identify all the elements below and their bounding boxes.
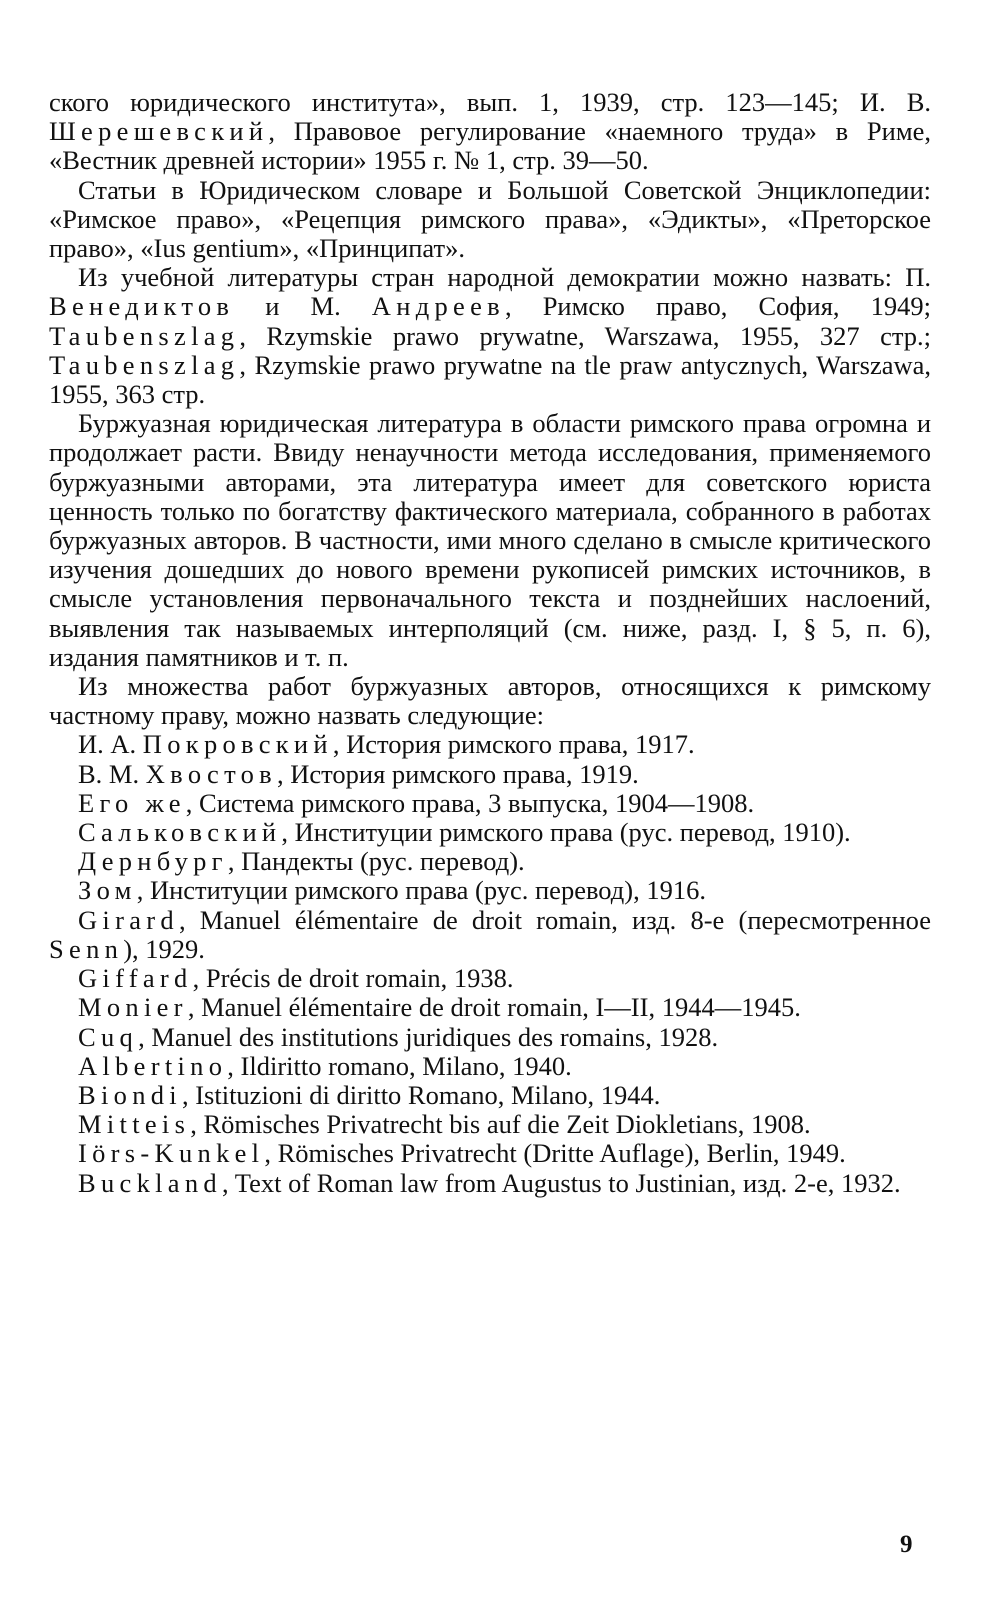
bibliography-entry [49,1110,931,1139]
author-name: Giffard [78,963,193,994]
text-run: , Римско право, София, 1949; [505,291,931,322]
text-run: Статьи в Юридическом словаре и Большой Советской Энциклопедии: «Римское право», «Рецепция римского права», «Эдикты», «Преторское право», «Ius gentium», «Принципат». [49,174,931,264]
author-name: Зом [78,875,137,906]
text-run: и М. [234,291,372,322]
author-name: Senn [49,933,124,964]
text-run: , Text of Roman law from Augustus to Justinian, изд. 2-е, 1932. [221,1167,901,1198]
author-name: Cuq [78,1021,139,1052]
text-run: Из учебной литературы стран народной демократии можно назвать: П. [78,262,931,293]
bibliography-entry [49,1169,931,1198]
author-name: Mitteis [78,1109,191,1140]
author-name: Шерешевский [49,116,269,147]
text-run: , Институции римского права (рус. перевод, 1910). [281,817,851,848]
paragraph [49,409,931,672]
author-name: Сальковский [78,817,282,848]
bibliography-entry [49,1023,931,1052]
author-name: Iörs-Kunkel [78,1138,265,1169]
text-run: , Пандекты (рус. перевод). [227,846,525,877]
author-name: Покровский [142,729,333,760]
text-run: , Ildiritto romano, Milano, 1940. [227,1050,572,1081]
body-text [49,88,931,730]
author-name: Андреев [371,291,505,322]
bibliography-entry [49,760,931,789]
author-name: Хвостов [145,758,277,789]
bibliography-entry [49,730,931,759]
text-run: В. М. [78,758,146,789]
text-run: , Правовое регулирование «наемного труда» в Риме, «Вестник древней истории» 1955 г. № 1, стр. 39—50. [49,116,931,176]
text-run: , История римского права, 1917. [332,729,695,760]
paragraph [49,672,931,730]
page-body [49,88,931,1198]
text-run: ского юридического института», вып. 1, 1939, стр. 123—145; И. В. [49,87,931,117]
text-run: , История римского права, 1919. [277,758,639,789]
bibliography-list [49,730,931,1197]
text-run: , Система римского права, 3 выпуска, 1904—1908. [185,787,755,818]
author-name: Albertino [78,1050,228,1081]
author-name: Taubenszlag [49,320,240,351]
bibliography-entry [49,789,931,818]
bibliography-entry [49,993,931,1022]
text-run: , Römisches Privatrecht (Dritte Auflage), Berlin, 1949. [264,1138,846,1169]
paragraph [49,176,931,264]
page-number: 9 [900,1531,913,1558]
bibliography-entry [49,876,931,905]
author-name: Buckland [78,1167,222,1198]
paragraph [49,263,931,409]
text-run: ), 1929. [123,933,205,964]
text-run: , Manuel élémentaire de droit romain, I—II, 1944—1945. [187,992,801,1023]
text-run: , Istituzioni di diritto Romano, Milano, 1944. [181,1079,661,1110]
text-run: , Институции римского права (рус. перевод), 1916. [136,875,706,906]
text-run: Буржуазная юридическая литература в области римского права огромна и продолжает расти. Ввиду ненаучности метода исследования, применяемого буржуазными авторами, эта литература имеет для советского юриста ценность только по богатству фактического материала, собранного в работах буржуазных авторов. В частности, ими много сделано в смысле критического изучения дошедших до нового времени рукописей римских источников, в смысле установления первоначального текста и позднейших наслоений, выявления так называемых интерполяций (см. ниже, разд. I, § 5, п. 6), издания памятников и т. п. [49,408,931,672]
author-name: Taubenszlag [49,349,240,380]
author-name: Monier [78,992,188,1023]
bibliography-entry [49,964,931,993]
bibliography-entry [49,1081,931,1110]
bibliography-entry [49,1139,931,1168]
text-run: , Manuel élémentaire de droit romain, изд. 8-е (пересмотренное [178,904,931,935]
text-run: , Précis de droit romain, 1938. [192,963,514,994]
bibliography-entry [49,847,931,876]
author-name: Его же [78,787,186,818]
bibliography-entry [49,906,931,964]
text-run: И. А. [78,729,143,760]
paragraph [49,88,931,176]
text-run: , Rzymskie prawo prywatne, Warszawa, 1955, 327 стр.; [239,320,931,351]
author-name: Дернбург [78,846,228,877]
text-run: Из множества работ буржуазных авторов, относящихся к римскому частному праву, можно назвать следующие: [49,671,931,731]
author-name: Biondi [78,1079,182,1110]
text-run: , Römisches Privatrecht bis auf die Zeit Diokletians, 1908. [190,1109,811,1140]
text-run: , Rzymskie prawo prywatne na tle praw antycznych, Warszawa, 1955, 363 стр. [49,349,931,410]
author-name: Венедиктов [49,291,235,322]
bibliography-entry [49,1052,931,1081]
text-run: , Manuel des institutions juridiques des romains, 1928. [138,1021,719,1052]
author-name: Girard [78,904,179,935]
bibliography-entry [49,818,931,847]
